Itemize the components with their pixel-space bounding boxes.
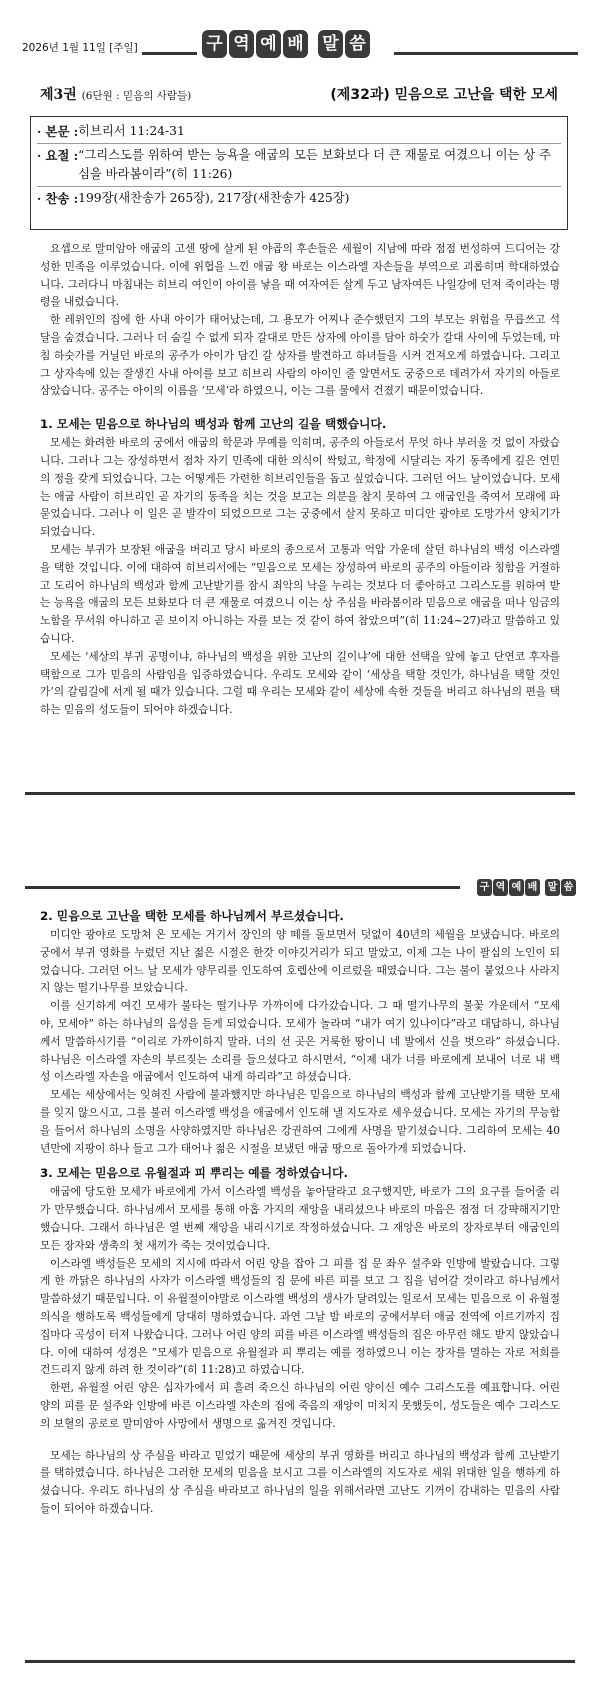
info-hymn-value: 199장(새찬송가 265장), 217장(새찬송가 425장) <box>78 191 350 205</box>
info-summary-value: “그리스도를 위하여 받는 능욕을 애굽의 모든 보화보다 더 큰 재물로 여겼으니 이는 상 주심을 바라봄이라”(히 11:26) <box>78 148 552 181</box>
header-date: 2026년 1월 11일 [주일] <box>22 42 138 54</box>
page2-top-rule <box>25 886 460 889</box>
mini-title-char: 씀 <box>561 879 576 896</box>
page1-bottom-rule <box>25 792 575 795</box>
info-divider <box>37 143 561 144</box>
page1-body <box>40 240 560 719</box>
mini-title-char: 역 <box>493 879 508 896</box>
page-header <box>22 30 578 62</box>
mini-title-char: 예 <box>509 879 524 896</box>
section-3-heading: 3. 모세는 믿음으로 유월절과 피 뿌리는 예를 정하였습니다. <box>40 1166 349 1181</box>
header-title-char: 역 <box>229 30 254 58</box>
info-summary-label: · 요절 : <box>37 148 79 163</box>
header-title <box>202 30 370 58</box>
section-2-paragraph: 모세는 세상에서는 잊혀진 사람에 불과했지만 하나님은 믿음으로 하나님의 백성과 함께 고난받기를 택한 모세를 잊지 않으시고, 그를 불러 이스라엘 백성을 애굽에서 인도해 낼 지도자로 세우셨습니다. 모세는 자기의 무능함을 들어서 하나님의 소명을 사양하였지만 하나님은 강권하여 그에게 사명을 맡기셨습니다. 그리하여 모세는 40년만에 지팡이 하나 들고 그가 태어나 젊은 시절을 보냈던 애굽 땅으로 돌아가게 되었습니다. <box>40 1088 560 1155</box>
header-title-char: 예 <box>256 30 281 58</box>
mini-title-char: 배 <box>525 879 540 896</box>
header-rule-right <box>394 52 578 55</box>
page2-body <box>40 906 560 1518</box>
volume-sub: (6단원 : 믿음의 사람들) <box>81 90 192 102</box>
info-hymn-label: · 찬송 : <box>37 191 79 206</box>
page2-bottom-rule <box>25 1660 575 1663</box>
lesson-title: (제32과) 믿음으로 고난을 택한 모세 <box>330 87 558 103</box>
section-1-heading: 1. 모세는 믿음으로 하나님의 백성과 함께 고난의 길을 택했습니다. <box>40 417 387 432</box>
section-3-paragraph: 한편, 유월절 어린 양은 십자가에서 피 흘려 죽으신 하나님의 어린 양이신 예수 그리스도를 예표합니다. 어린 양의 피를 문 설주와 인방에 바른 이스라엘 자손의 집에 죽음의 재앙이 미치지 못했듯이, 성도들은 예수 그리스도의 보혈의 공로로 말미암아 사망에서 생명으로 옮겨진 것입니다. <box>40 1381 560 1430</box>
volume-main: 제3권 <box>40 87 77 103</box>
header-title-char: 말 <box>318 30 343 58</box>
header-title-char: 배 <box>283 30 308 58</box>
section-1-paragraph: 모세는 부귀가 보장된 애굽을 버리고 당시 바로의 종으로서 고통과 억압 가운데 살던 하나님의 백성 이스라엘을 택한 것입니다. 이에 대하여 히브리서에는 “믿음으로 모세는 장성하여 바로의 공주의 아들이라 칭함을 거절하고 도리어 하나님의 백성과 함께 고난받기를 잠시 죄악의 낙을 누리는 것보다 더 좋아하고 그리스도를 위하여 받는 능욕을 애굽의 모든 보화보다 더 큰 재물로 여겼으니 이는 상 주심을 바라봄이라 믿음으로 애굽을 떠나 임금의 노함을 무서워 아니하고 곧 보이지 아니하는 자를 보는 것 같이 하여 참았으며”(히 11:24~27)라고 말씀하고 있습니다. <box>40 542 560 645</box>
info-box <box>30 116 568 230</box>
section-1-paragraph: 모세는 ‘세상의 부귀 공명이냐, 하나님의 백성을 위한 고난의 길이냐’에 대한 선택을 앞에 놓고 단연코 후자를 택함으로 그가 믿음의 사람임을 입증하였습니다. 우리도 모세와 같이 ‘세상을 택할 것인가, 하나님을 택할 것인가’의 갈림길에 서게 될 때가 있습니다. 그럴 때 우리는 모세와 같이 세상에 속한 것들을 버리고 하나님의 편을 택하는 믿음의 성도들이 되어야 하겠습니다. <box>40 649 560 717</box>
section-2-paragraph: 미디안 광야로 도망쳐 온 모세는 거기서 장인의 양 떼를 돌보면서 덧없이 40년의 세월을 보냈습니다. 바로의 궁에서 부귀 영화를 누렸던 지난 젊은 시절은 한갓 이야깃거리가 되고 말았고, 이제 그는 나이 팔십의 노인이 되었습니다. 그러던 어느 날 모세가 양무리를 인도하여 호렙산에 이르렀을 때였습니다. 그는 불이 붙었으나 사라지지 않는 떨기나무를 보았습니다. <box>40 928 560 995</box>
mini-title-char: 구 <box>477 879 492 896</box>
info-divider <box>37 186 561 187</box>
header-title-char: 씀 <box>345 30 370 58</box>
info-text-label: · 본문 : <box>37 124 79 139</box>
mini-title-char: 말 <box>545 879 560 896</box>
intro-paragraph: 요셉으로 말미암아 애굽의 고센 땅에 살게 된 야곱의 후손들은 세월이 지남에 따라 점점 번성하여 드디어는 강성한 민족을 이루었습니다. 이에 위협을 느낀 애굽 왕 바로는 이스라엘 자손들을 부역으로 괴롭히며 학대하였습니다. 그러다니 마침내는 히브리 여인이 아이를 낳을 때 여자여든 살게 두고 남자여든 나일강에 던져 죽이라는 명령을 내렸습니다. <box>40 242 560 309</box>
header-rule-left <box>142 52 197 55</box>
section-1-paragraph: 모세는 화려한 바로의 궁에서 애굽의 학문과 무예를 익히며, 공주의 아들로서 무엇 하나 부러울 것 없이 자랐습니다. 그러나 그는 장성하면서 점차 자기 민족에 대한 의식이 싹텄고, 학정에 시달리는 자기 동족에게 깊은 연민의 정을 갖게 되었습니다. 그는 어떻게든 가련한 히브리인들을 돕고 싶었습니다. 그러던 어느 날이었습니다. 모세는 애굽 사람이 히브리인 곧 자기의 동족을 치는 것을 보고는 의분을 참지 못하여 그 애굽인을 죽여서 모래에 파묻었습니다. 그러나 이 일은 곧 발각이 되었으므로 그는 궁중에서 살지 못하고 미디안 광야로 도망가서 양치기가 되었습니다. <box>40 436 560 539</box>
header-title-gap <box>310 30 316 58</box>
header-title-char: 구 <box>202 30 227 58</box>
section-3-paragraph: 이스라엘 백성들은 모세의 지시에 따라서 어린 양을 잡아 그 피를 집 문 좌우 설주와 인방에 발랐습니다. 그렇게 한 까닭은 하나님의 사자가 이스라엘 백성들의 집 문에 바른 피를 보고 그 집을 넘어갈 것이라고 하나님께서 말씀하셨기 때문입니다. 이 유월절이야말로 이스라엘 백성의 생사가 달려있는 일로서 모세는 믿음으로 이 유월절 의식을 행하도록 백성들에게 당대히 명하였습니다. 과연 그날 밤 바로의 궁에서부터 애굽 전역에 이르기까지 집집마다 곡성이 터져 나왔습니다. 그러나 어린 양의 피를 바른 이스라엘 백성들의 집은 아무런 해도 받지 않았습니다. 이에 대하여 성경은 “모세가 믿음으로 유월절과 피 뿌리는 예를 정하였으니 이는 장자를 멸하는 자로 저희를 건드리지 않게 하려 한 것이라”(히 11:28)고 하였습니다. <box>40 1256 560 1377</box>
info-text-value: 히브리서 11:24-31 <box>78 124 185 138</box>
info-text-row <box>37 122 561 141</box>
intro-paragraph: 한 레위인의 집에 한 사내 아이가 태어났는데, 그 용모가 어찌나 준수했던지 그의 부모는 위험을 무릅쓰고 석 달을 숨겼습니다. 그러나 더 숨길 수 없게 되자 갈대로 만든 상자에 아이를 담아 하숫가 갈대 사이에 두었는데, 마침 하숫가를 거닐던 바로의 공주가 아이가 담긴 갈 상자를 발견하고 하녀들을 시켜 건져오게 하였습니다. 그리고 그 상자속에 있는 잘생긴 사내 아이를 보고 히브리 사람의 아이인 줄 알면서도 궁중으로 데려가서 자기의 아들로 삼았습니다. 공주는 아이의 이름을 ‘모세’라 하였으니, 이는 그를 물에서 건졌기 때문이었습니다. <box>40 313 560 398</box>
section-2-paragraph: 이를 신기하게 여긴 모세가 불타는 떨기나무 가까이에 다가갔습니다. 그 때 떨기나무의 불꽃 가운데서 “모세야, 모세야” 하는 하나님의 음성을 듣게 되었습니다. 모세가 놀라며 “내가 여기 있나이다”라고 대답하니, 하나님께서 말씀하시기를 “이리로 가까이하지 말라. 너의 선 곳은 거룩한 땅이니 네 발에서 신을 벗으라” 하셨습니다. 하나님은 이스라엘 자손의 부르짖는 소리를 들으셨다고 하시면서, “이제 내가 너를 바로에게 보내어 너로 내 백성 이스라엘 자손을 애굽에서 인도하여 내게 하리라”고 하셨습니다. <box>40 999 560 1084</box>
page2-header-title <box>477 879 576 896</box>
info-summary-row <box>37 146 561 184</box>
mini-title-gap <box>541 879 544 896</box>
section-3-paragraph: 애굽에 당도한 모세가 바로에게 가서 이스라엘 백성을 놓아달라고 요구했지만, 바로가 그의 요구를 들어줄 리가 만무했습니다. 하나님께서 모세를 통해 아홉 가지의 재앙을 내리셨으나 바로의 마음은 점점 더 강퍅해지기만 했습니다. 그래서 하나님은 열 번째 재앙을 내리시기로 작정하셨습니다. 그 재앙은 바로의 장자로부터 애굽인의 모든 장자와 생축의 첫 새끼가 죽는 것이었습니다. <box>40 1185 560 1252</box>
section-2-heading: 2. 믿음으로 고난을 택한 모세를 하나님께서 부르셨습니다. <box>40 909 344 923</box>
closing-paragraph: 모세는 하나님의 상 주심을 바라고 믿었기 때문에 세상의 부귀 영화를 버리고 하나님의 백성과 함께 고난받기를 택하였습니다. 하나님은 그러한 모세의 믿음을 보시고 그를 이스라엘의 지도자로 세워 위대한 일을 행하게 하셨습니다. 우리도 하나님의 상 주심을 바라보고 하나님의 일을 위해서라면 고난도 기꺼이 감내하는 믿음의 사람들이 되어야 하겠습니다. <box>40 1448 560 1515</box>
info-hymn-row <box>37 189 561 208</box>
volume-label <box>40 84 191 104</box>
